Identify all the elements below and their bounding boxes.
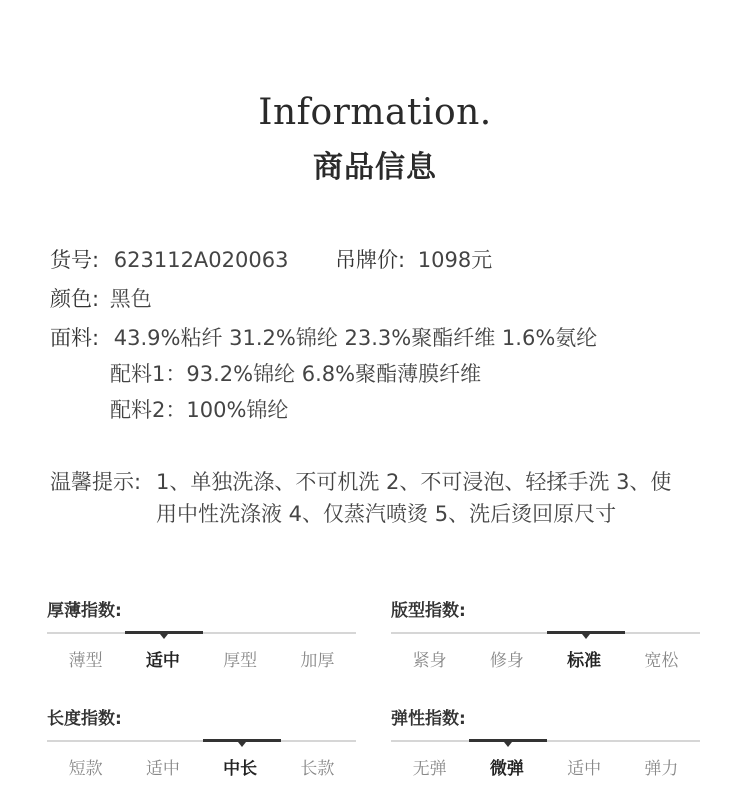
fabric-row	[50, 322, 597, 352]
scale-option: 短款	[68, 759, 103, 779]
scale-option: 弹力	[644, 759, 679, 779]
scale-option: 中长	[223, 759, 258, 779]
scale-title: 长度指数:	[47, 709, 122, 729]
scale-track	[391, 632, 700, 634]
lining1-text: 配料1：93.2%锦纶 6.8%聚酯薄膜纤维	[110, 362, 482, 386]
scale-title: 版型指数:	[391, 601, 466, 621]
scale-option: 长款	[300, 759, 335, 779]
title-english: Information.	[258, 92, 492, 133]
care-line-1: 1、单独洗涤、不可机洗 2、不可浸泡、轻揉手洗 3、使	[156, 470, 672, 494]
lining2-text: 配料2：100%锦纶	[110, 398, 289, 422]
price-value: 1098元	[417, 248, 493, 272]
length-scale	[47, 706, 356, 779]
fabric-value: 43.9%粘纤 31.2%锦纶 23.3%聚酯纤维 1.6%氨纶	[113, 326, 598, 350]
elasticity-scale	[391, 706, 700, 779]
scale-option: 加厚	[300, 651, 335, 671]
color-row	[50, 283, 152, 313]
scale-track	[47, 740, 356, 742]
scale-option: 适中	[567, 759, 602, 779]
sku-label: 货号:	[50, 248, 100, 272]
scale-option: 标准	[567, 651, 602, 671]
scale-option: 厚型	[223, 651, 258, 671]
scale-option: 适中	[145, 651, 180, 671]
title-chinese: 商品信息	[313, 150, 437, 185]
scale-option: 紧身	[412, 651, 447, 671]
scale-option: 宽松	[644, 651, 679, 671]
scale-title: 弹性指数:	[391, 709, 466, 729]
price-row	[335, 244, 492, 274]
scale-indicator	[469, 739, 547, 742]
thickness-scale	[47, 598, 356, 671]
scale-track	[391, 740, 700, 742]
scale-option: 微弹	[489, 759, 524, 779]
scale-option: 适中	[145, 759, 180, 779]
sku-row	[50, 244, 288, 274]
care-line-2: 用中性洗涤液 4、仅蒸汽喷烫 5、洗后烫回原尺寸	[156, 502, 617, 526]
scale-option: 修身	[489, 651, 524, 671]
scale-indicator	[547, 631, 625, 634]
scale-title: 厚薄指数:	[47, 601, 122, 621]
care-label: 温馨提示:	[50, 470, 142, 494]
sku-value: 623112A020063	[113, 248, 289, 272]
scale-indicator	[125, 631, 203, 634]
scale-option: 薄型	[68, 651, 103, 671]
scale-indicator	[203, 739, 281, 742]
scale-track	[47, 632, 356, 634]
fit-scale	[391, 598, 700, 671]
color-label: 颜色:	[50, 287, 100, 311]
color-value: 黑色	[109, 287, 152, 311]
price-label: 吊牌价:	[335, 248, 406, 272]
fabric-label: 面料:	[50, 326, 100, 350]
scale-option: 无弹	[412, 759, 447, 779]
